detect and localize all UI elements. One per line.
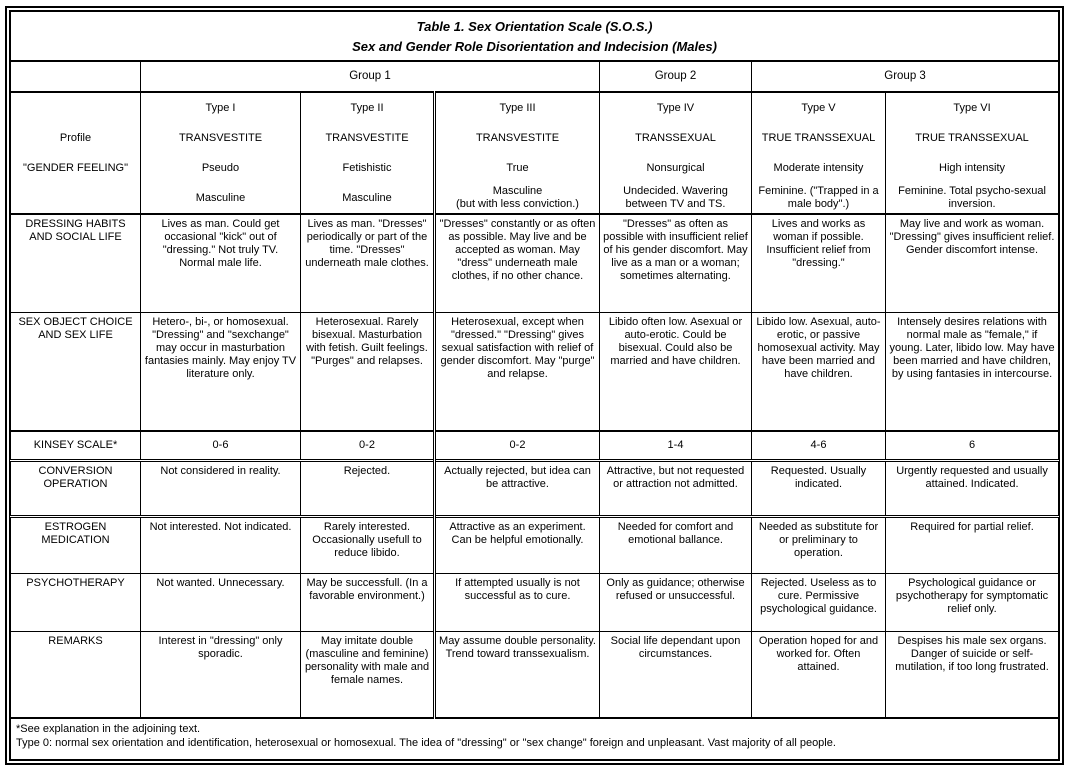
cell-estrogen-type-2: Rarely interested. Occasionally usefull to reduce libido. xyxy=(301,517,435,574)
table-title-line1: Table 1. Sex Orientation Scale (S.O.S.) xyxy=(416,19,653,34)
profile-variant: Nonsurgical xyxy=(646,161,705,174)
table-outer-frame xyxy=(5,6,1064,765)
table-inner-frame xyxy=(9,10,1060,761)
gender-feeling-label: "GENDER FEELING" xyxy=(23,161,128,174)
profile-label-spacer-bottom xyxy=(11,183,140,213)
cell-conversion-type-4: Attractive, but not requested or attraction not admitted. xyxy=(600,461,752,517)
cell-psycho-type-2: May be successfull. (In a favorable environment.) xyxy=(301,574,435,632)
cell-kinsey-type-3: 0-2 xyxy=(435,431,600,461)
profile-gender-feeling: Feminine. ("Trapped in a male body".) xyxy=(758,185,879,210)
cell-psycho-type-6: Psychological guidance or psychotherapy for symptomatic relief only. xyxy=(886,574,1059,632)
cell-psycho-type-5: Rejected. Useless as to cure. Permissive psychological guidance. xyxy=(752,574,886,632)
profile-gender-feeling: Masculine xyxy=(195,191,246,204)
cell-dressing-type-1: Lives as man. Could get occasional "kick" out of "dressing." Not truly TV. Normal male life. xyxy=(141,214,301,313)
cell-kinsey-type-4: 1-4 xyxy=(600,431,752,461)
profile-category: TRUE TRANSSEXUAL xyxy=(915,131,1029,144)
profile-variant: Moderate intensity xyxy=(773,161,864,174)
profile-type-label: Type V xyxy=(801,101,836,114)
profile-category: TRANSSEXUAL xyxy=(635,131,716,144)
group-3-header: Group 3 xyxy=(752,61,1059,92)
table-row-estrogen xyxy=(11,517,1059,574)
profile-type-label: Type II xyxy=(350,101,384,114)
cell-psycho-type-3: If attempted usually is not successful as to cure. xyxy=(435,574,600,632)
profile-gender-feeling: Masculine xyxy=(342,191,392,204)
footnote-row xyxy=(11,718,1059,759)
group-header-spacer xyxy=(11,61,141,92)
profile-gender-feeling: Undecided. Wavering between TV and TS. xyxy=(623,185,728,210)
profile-label-spacer-top xyxy=(11,93,140,123)
profile-cell-type-5 xyxy=(752,92,886,214)
table-row-sex-object xyxy=(11,313,1059,432)
table-row-dressing xyxy=(11,214,1059,313)
profile-variant: Pseudo xyxy=(201,161,240,174)
cell-sexobj-type-1: Hetero-, bi-, or homosexual. "Dressing" and "sexchange" may occur in masturbation fantasies mainly. May enjoy TV literature only. xyxy=(141,313,301,432)
cell-estrogen-type-5: Needed as substitute for or preliminary to operation. xyxy=(752,517,886,574)
profile-cell-type-1 xyxy=(141,92,301,214)
cell-conversion-type-5: Requested. Usually indicated. xyxy=(752,461,886,517)
cell-sexobj-type-4: Libido often low. Asexual or auto-erotic. Could be bisexual. Could also be married and have children. xyxy=(600,313,752,432)
row-label-dressing: DRESSING HABITS AND SOCIAL LIFE xyxy=(11,214,141,313)
group-2-header: Group 2 xyxy=(600,61,752,92)
profile-category: TRANSVESTITE xyxy=(325,131,409,144)
row-label-kinsey: KINSEY SCALE* xyxy=(11,431,141,461)
profile-gender-feeling: Feminine. Total psycho-sexual inversion. xyxy=(898,185,1046,210)
table-row-remarks xyxy=(11,632,1059,719)
group-header-row xyxy=(11,61,1059,92)
cell-remarks-type-5: Operation hoped for and worked for. Often attained. xyxy=(752,632,886,719)
cell-estrogen-type-3: Attractive as an experiment. Can be helpful emotionally. xyxy=(435,517,600,574)
cell-remarks-type-2: May imitate double (masculine and feminine) personality with male and female names. xyxy=(301,632,435,719)
cell-sexobj-type-6: Intensely desires relations with normal male as "female," if young. Later, libido low. May have been married and have children, by using fantasies in intercourse. xyxy=(886,313,1059,432)
cell-conversion-type-6: Urgently requested and usually attained. Indicated. xyxy=(886,461,1059,517)
row-label-remarks: REMARKS xyxy=(11,632,141,719)
title-row xyxy=(11,12,1059,62)
profile-gender-feeling: Masculine (but with less conviction.) xyxy=(456,185,579,210)
cell-psycho-type-1: Not wanted. Unnecessary. xyxy=(141,574,301,632)
cell-sexobj-type-2: Heterosexual. Rarely bisexual. Masturbation with fetish. Guilt feelings. "Purges" and relapses. xyxy=(301,313,435,432)
cell-estrogen-type-4: Needed for comfort and emotional ballance. xyxy=(600,517,752,574)
cell-kinsey-type-2: 0-2 xyxy=(301,431,435,461)
cell-kinsey-type-5: 4-6 xyxy=(752,431,886,461)
cell-conversion-type-2: Rejected. xyxy=(301,461,435,517)
cell-sexobj-type-5: Libido low. Asexual, auto-erotic, or passive homosexual activity. May have been married and have children. xyxy=(752,313,886,432)
footnote-asterisk: *See explanation in the adjoining text. xyxy=(16,723,201,735)
cell-psycho-type-4: Only as guidance; otherwise refused or unsuccessful. xyxy=(600,574,752,632)
footnotes xyxy=(11,718,1059,759)
profile-cell-type-6 xyxy=(886,92,1059,214)
cell-kinsey-type-1: 0-6 xyxy=(141,431,301,461)
profile-type-label: Type VI xyxy=(953,101,991,114)
profile-type-label: Type III xyxy=(499,101,536,114)
profile-row xyxy=(11,92,1059,214)
cell-sexobj-type-3: Heterosexual, except when "dressed." "Dressing" gives sexual satisfaction with relief of gender discomfort. May "purge" and relapse. xyxy=(435,313,600,432)
profile-cell-type-3 xyxy=(435,92,600,214)
profile-category: TRANSVESTITE xyxy=(475,131,560,144)
footnote-type-0: Type 0: normal sex orientation and identification, heterosexual or homosexual. The idea of "dressing" or "sex change" foreign and unpleasant. Vast majority of all people. xyxy=(16,737,836,750)
cell-dressing-type-4: "Dresses" as often as possible with insufficient relief of his gender discomfort. May live as a man or a woman; sometimes alternating. xyxy=(600,214,752,313)
profile-variant: True xyxy=(506,161,529,174)
profile-cell-type-2 xyxy=(301,92,435,214)
cell-kinsey-type-6: 6 xyxy=(886,431,1059,461)
cell-dressing-type-5: Lives and works as woman if possible. Insufficient relief from "dressing." xyxy=(752,214,886,313)
profile-variant: Fetishistic xyxy=(342,161,392,174)
profile-category: TRANSVESTITE xyxy=(178,131,263,144)
cell-estrogen-type-6: Required for partial relief. xyxy=(886,517,1059,574)
row-label-profile xyxy=(11,92,141,214)
group-1-header: Group 1 xyxy=(141,61,600,92)
cell-dressing-type-3: "Dresses" constantly or as often as possible. May live and be accepted as woman. May "dress" underneath male clothes, if no other chance. xyxy=(435,214,600,313)
cell-dressing-type-2: Lives as man. "Dresses" periodically or part of the time. "Dresses" underneath male clothes. xyxy=(301,214,435,313)
cell-remarks-type-1: Interest in "dressing" only sporadic. xyxy=(141,632,301,719)
table-title-line2: Sex and Gender Role Disorientation and Indecision (Males) xyxy=(352,38,717,54)
cell-remarks-type-6: Despises his male sex organs. Danger of suicide or self-mutilation, if too long frustrated. xyxy=(886,632,1059,719)
cell-remarks-type-3: May assume double personality. Trend toward transsexualism. xyxy=(435,632,600,719)
row-label-estrogen: ESTROGEN MEDICATION xyxy=(11,517,141,574)
cell-dressing-type-6: May live and work as woman. "Dressing" gives insufficient relief. Gender discomfort intense. xyxy=(886,214,1059,313)
cell-conversion-type-1: Not considered in reality. xyxy=(141,461,301,517)
table-title xyxy=(11,12,1059,62)
row-label-conversion: CONVERSION OPERATION xyxy=(11,461,141,517)
cell-remarks-type-4: Social life dependant upon circumstances. xyxy=(600,632,752,719)
table-row-psychotherapy xyxy=(11,574,1059,632)
cell-estrogen-type-1: Not interested. Not indicated. xyxy=(141,517,301,574)
profile-cell-type-4 xyxy=(600,92,752,214)
sos-table xyxy=(10,11,1059,760)
table-row-conversion xyxy=(11,461,1059,517)
profile-variant: High intensity xyxy=(939,161,1006,174)
table-row-kinsey xyxy=(11,431,1059,461)
profile-type-label: Type I xyxy=(205,101,236,114)
profile-category: TRUE TRANSSEXUAL xyxy=(761,131,876,144)
cell-conversion-type-3: Actually rejected, but idea can be attractive. xyxy=(435,461,600,517)
row-label-psychotherapy: PSYCHOTHERAPY xyxy=(11,574,141,632)
profile-type-label: Type IV xyxy=(656,101,695,114)
profile-label: Profile xyxy=(59,131,92,144)
row-label-sex-object: SEX OBJECT CHOICE AND SEX LIFE xyxy=(11,313,141,432)
